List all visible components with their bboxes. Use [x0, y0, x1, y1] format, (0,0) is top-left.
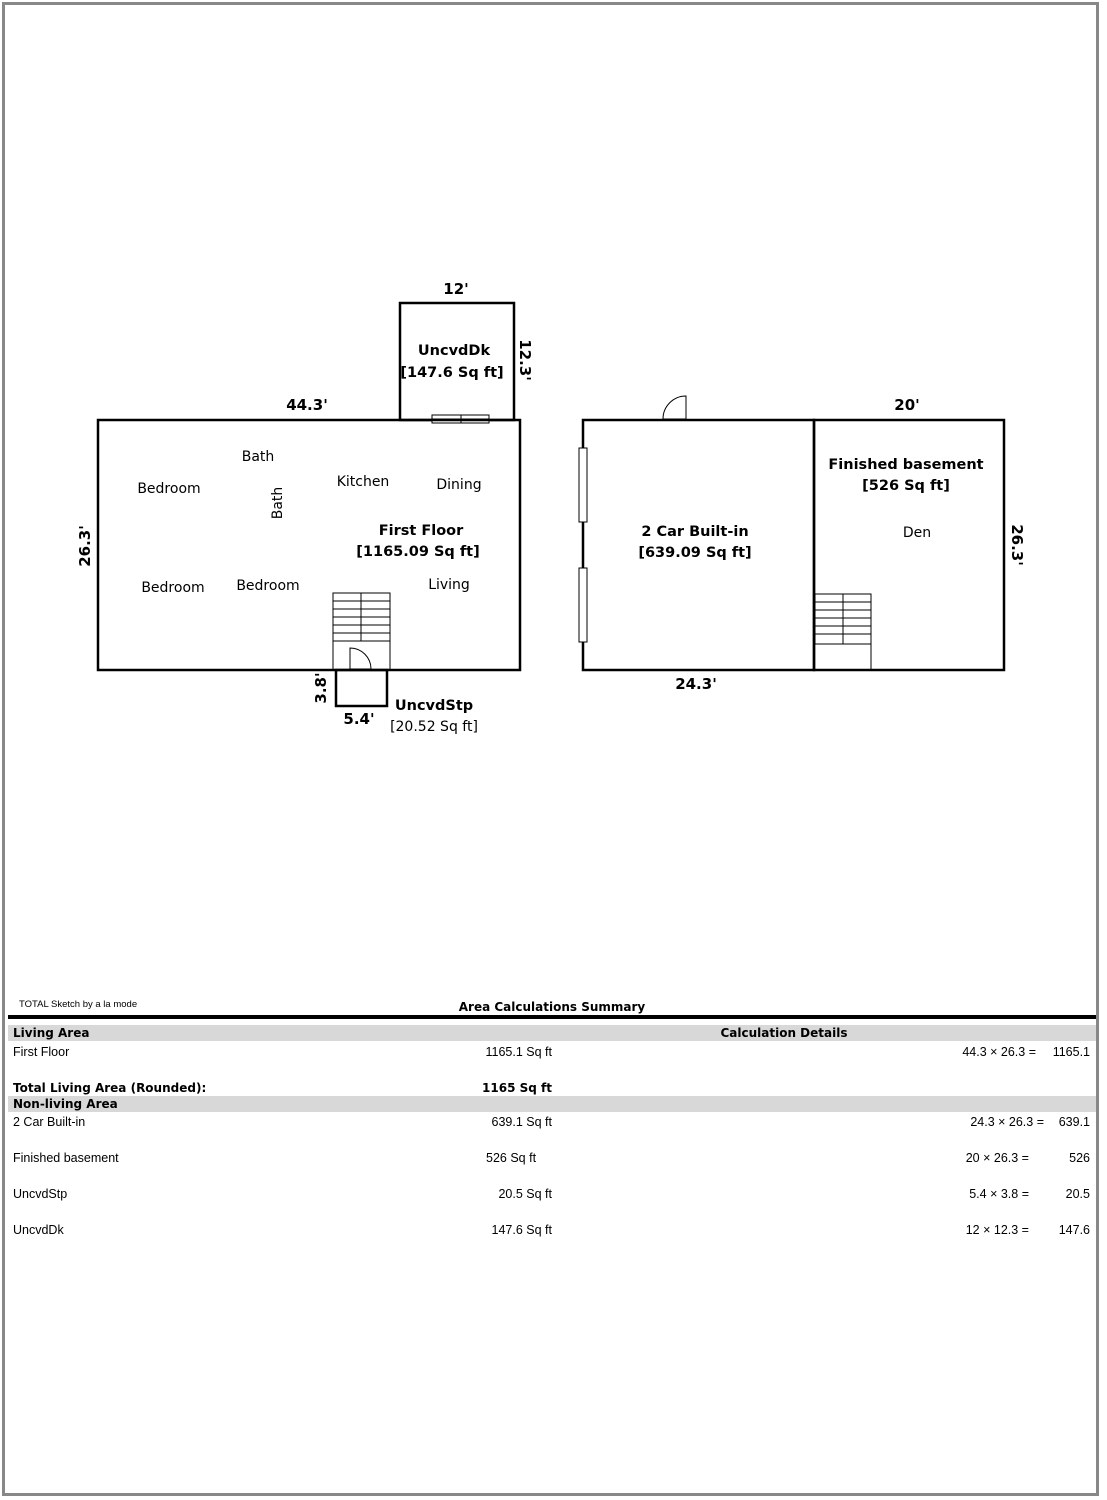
row-area: 147.6 Sq ft: [491, 1223, 552, 1237]
room-bedroom-2: Bedroom: [141, 580, 205, 596]
uncvddk-area: [147.6 Sq ft]: [400, 365, 504, 381]
room-bedroom-1: Bedroom: [137, 481, 201, 497]
row-name: UncvdStp: [13, 1187, 68, 1201]
living-area-header-row: [8, 1025, 1096, 1041]
row-calc: 12 × 12.3 =: [965, 1223, 1029, 1237]
uncvddk-outline: [400, 303, 514, 420]
row-area: 639.1 Sq ft: [491, 1115, 552, 1129]
row-calc: 24.3 × 26.3 =: [970, 1115, 1044, 1129]
garage-name: 2 Car Built-in: [641, 524, 749, 540]
row-name: First Floor: [13, 1045, 70, 1059]
uncvddk-name: UncvdDk: [417, 343, 491, 359]
summary-divider: [8, 1015, 1096, 1019]
room-bedroom-3: Bedroom: [236, 578, 300, 594]
row-result: 639.1: [1058, 1115, 1090, 1129]
basement-area: [526 Sq ft]: [862, 478, 950, 494]
row-name: Finished basement: [13, 1151, 119, 1165]
row-calc: 5.4 × 3.8 =: [969, 1187, 1029, 1201]
nonliving-area-header: Non-living Area: [13, 1097, 118, 1111]
room-bath-1: Bath: [241, 449, 275, 465]
living-area-header: Living Area: [13, 1026, 90, 1040]
calculation-details-header: Calculation Details: [720, 1026, 848, 1040]
basement-name: Finished basement: [828, 457, 984, 473]
uncvddk-width-label: 12': [443, 280, 469, 298]
row-name: UncvdDk: [13, 1223, 64, 1237]
room-living: Living: [428, 577, 470, 593]
first-floor-depth-label: 26.3': [76, 525, 94, 567]
total-living-label: Total Living Area (Rounded):: [13, 1081, 207, 1095]
first-floor-area: [1165.09 Sq ft]: [356, 544, 480, 560]
uncvdstp-outline: [336, 670, 387, 706]
basement-width-label: 20': [894, 396, 920, 414]
uncvddk-depth-label: 12.3': [516, 339, 534, 381]
row-calc: 20 × 26.3 =: [965, 1151, 1029, 1165]
uncvdstp-width-label: 5.4': [343, 710, 375, 728]
room-bath-2: Bath: [270, 486, 286, 520]
garage-width-label: 24.3': [675, 675, 717, 693]
basement-stairs-icon: [815, 594, 871, 669]
garage-door-swing-icon: [663, 396, 686, 419]
garage-area: [639.09 Sq ft]: [638, 545, 752, 561]
basement-depth-label: 26.3': [1008, 524, 1026, 566]
first-floor-name: First Floor: [378, 523, 464, 539]
uncvdstp-depth-label: 3.8': [312, 672, 330, 704]
first-floor-width-label: 44.3': [286, 396, 328, 414]
row-result: 20.5: [1065, 1187, 1090, 1201]
nonliving-area-header-row: [8, 1096, 1096, 1112]
row-area: 20.5 Sq ft: [498, 1187, 552, 1201]
row-result: 147.6: [1058, 1223, 1090, 1237]
room-kitchen: Kitchen: [336, 474, 390, 490]
row-result: 1165.1: [1052, 1045, 1090, 1059]
uncvdstp-area: [20.52 Sq ft]: [390, 719, 478, 735]
row-calc: 44.3 × 26.3 =: [962, 1045, 1036, 1059]
door-swing-icon: [350, 648, 371, 669]
row-name: 2 Car Built-in: [13, 1115, 86, 1129]
row-result: 526: [1069, 1151, 1090, 1165]
summary-title: Area Calculations Summary: [458, 1000, 646, 1014]
row-area: 1165.1 Sq ft: [485, 1045, 552, 1059]
sketch-credit: TOTAL Sketch by a la mode: [19, 999, 138, 1010]
total-living-value: 1165 Sq ft: [482, 1081, 552, 1095]
row-area: 526 Sq ft: [486, 1151, 537, 1165]
room-dining: Dining: [436, 477, 482, 493]
uncvdstp-name: UncvdStp: [394, 698, 474, 714]
room-den: Den: [902, 525, 932, 541]
